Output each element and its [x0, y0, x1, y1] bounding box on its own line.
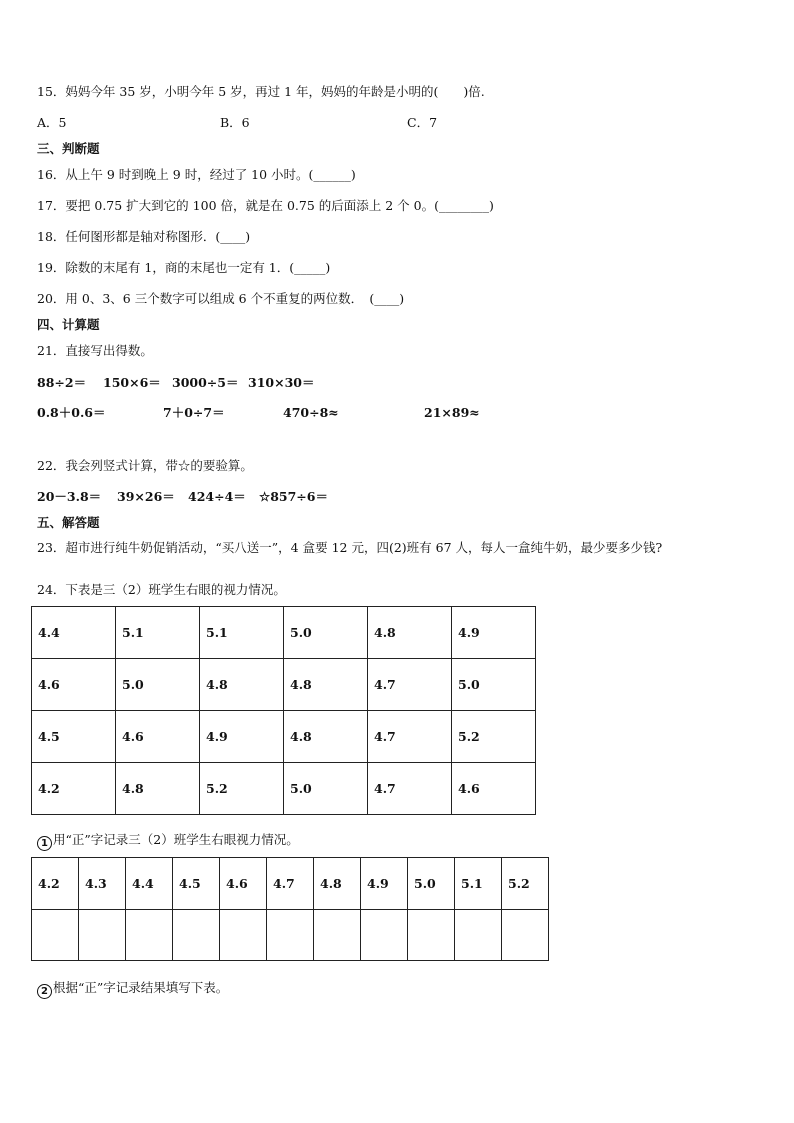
table-cell: 4.8: [284, 711, 368, 763]
table-cell: 4.7: [368, 659, 452, 711]
question-21: 21．直接写出得数。: [37, 343, 153, 358]
tally-table: [31, 857, 549, 961]
tally-blank-cell: [220, 910, 267, 961]
table-cell: 4.2: [32, 763, 116, 815]
question-24: 24．下表是三（2）班学生右眼的视力情况。: [37, 582, 286, 597]
table-header-cell: 4.2: [32, 858, 79, 910]
q21-item: 7＋0÷7＝: [163, 405, 225, 420]
q21-item: 21×89≈: [424, 405, 480, 420]
table-header-cell: 4.4: [126, 858, 173, 910]
q21-item: 310×30＝: [248, 375, 315, 390]
table-cell: 4.5: [32, 711, 116, 763]
question-22: 22．我会列竖式计算，带☆的要验算。: [37, 458, 253, 473]
question-23: 23．超市进行纯牛奶促销活动，“买八送一”，4 盒要 12 元，四(2)班有 67 人，每人一盒纯牛奶，最少要多少钱?: [37, 540, 663, 555]
table-row: [32, 910, 549, 961]
table-cell: 4.7: [368, 763, 452, 815]
table-cell: 5.0: [116, 659, 200, 711]
table-row: [32, 763, 536, 815]
tally-blank-cell: [314, 910, 361, 961]
q21-item: 150×6＝: [103, 375, 161, 390]
table-row: [32, 659, 536, 711]
table-cell: 4.8: [368, 607, 452, 659]
table-cell: 4.7: [368, 711, 452, 763]
table-cell: 4.9: [452, 607, 536, 659]
tally-blank-cell: [267, 910, 314, 961]
table-row: [32, 711, 536, 763]
table-cell: 5.0: [452, 659, 536, 711]
q15-option-a: A．5: [37, 115, 67, 130]
tally-blank-cell: [32, 910, 79, 961]
table-cell: 4.6: [452, 763, 536, 815]
table-cell: 4.6: [116, 711, 200, 763]
q15-option-b: B．6: [220, 115, 250, 130]
table-row: [32, 607, 536, 659]
table-cell: 5.2: [200, 763, 284, 815]
q21-item: 470÷8≈: [283, 405, 339, 420]
q22-item: ☆857÷6＝: [259, 489, 328, 504]
table-header-cell: 4.7: [267, 858, 314, 910]
table-header-cell: 4.6: [220, 858, 267, 910]
section-judgement-heading: 三、判断题: [37, 141, 100, 156]
table-header-cell: 5.0: [408, 858, 455, 910]
tally-blank-cell: [126, 910, 173, 961]
tally-blank-cell: [173, 910, 220, 961]
tally-blank-cell: [408, 910, 455, 961]
table-cell: 4.9: [200, 711, 284, 763]
question-19: 19．除数的末尾有 1，商的末尾也一定有 1．(_____): [37, 260, 331, 275]
q24-sub2-text: 根据“正”字记录结果填写下表。: [53, 980, 229, 995]
table-cell: 4.8: [116, 763, 200, 815]
question-15: 15．妈妈今年 35 岁，小明今年 5 岁，再过 1 年，妈妈的年龄是小明的( )倍.: [37, 84, 485, 99]
table-cell: 5.0: [284, 607, 368, 659]
table-header-cell: 4.8: [314, 858, 361, 910]
table-header-cell: 5.2: [502, 858, 549, 910]
table-cell: 5.1: [200, 607, 284, 659]
q24-sub1-text: 用“正”字记录三（2）班学生右眼视力情况。: [53, 832, 299, 847]
question-20: 20．用 0、3、6 三个数字可以组成 6 个不重复的两位数． (____): [37, 291, 405, 306]
table-header-cell: 4.9: [361, 858, 408, 910]
q22-item: 39×26＝: [117, 489, 175, 504]
tally-blank-cell: [79, 910, 126, 961]
q24-subquestion-2: [37, 980, 228, 999]
q21-item: 0.8＋0.6＝: [37, 405, 106, 420]
table-cell: 4.6: [32, 659, 116, 711]
section-calculation-heading: 四、计算题: [37, 317, 100, 332]
table-header-cell: 4.5: [173, 858, 220, 910]
q21-item: 88÷2＝: [37, 375, 87, 390]
vision-data-table: [31, 606, 536, 815]
question-18: 18．任何图形都是轴对称图形．(____): [37, 229, 251, 244]
table-header-cell: 4.3: [79, 858, 126, 910]
table-header-cell: 5.1: [455, 858, 502, 910]
table-row: [32, 858, 549, 910]
circled-number-1: 1: [37, 836, 52, 851]
q21-item: 3000÷5＝: [172, 375, 239, 390]
table-cell: 5.1: [116, 607, 200, 659]
table-cell: 4.8: [200, 659, 284, 711]
table-cell: 4.4: [32, 607, 116, 659]
section-solve-heading: 五、解答题: [37, 515, 100, 530]
q22-item: 20－3.8＝: [37, 489, 102, 504]
question-17: 17．要把 0.75 扩大到它的 100 倍，就是在 0.75 的后面添上 2 个 0。(________): [37, 198, 494, 213]
circled-number-2: 2: [37, 984, 52, 999]
q24-subquestion-1: [37, 832, 299, 851]
table-cell: 5.2: [452, 711, 536, 763]
tally-blank-cell: [502, 910, 549, 961]
tally-blank-cell: [455, 910, 502, 961]
table-cell: 5.0: [284, 763, 368, 815]
q15-option-c: C．7: [407, 115, 438, 130]
question-16: 16．从上午 9 时到晚上 9 时，经过了 10 小时。(______): [37, 167, 356, 182]
q22-item: 424÷4＝: [188, 489, 246, 504]
table-cell: 4.8: [284, 659, 368, 711]
tally-blank-cell: [361, 910, 408, 961]
